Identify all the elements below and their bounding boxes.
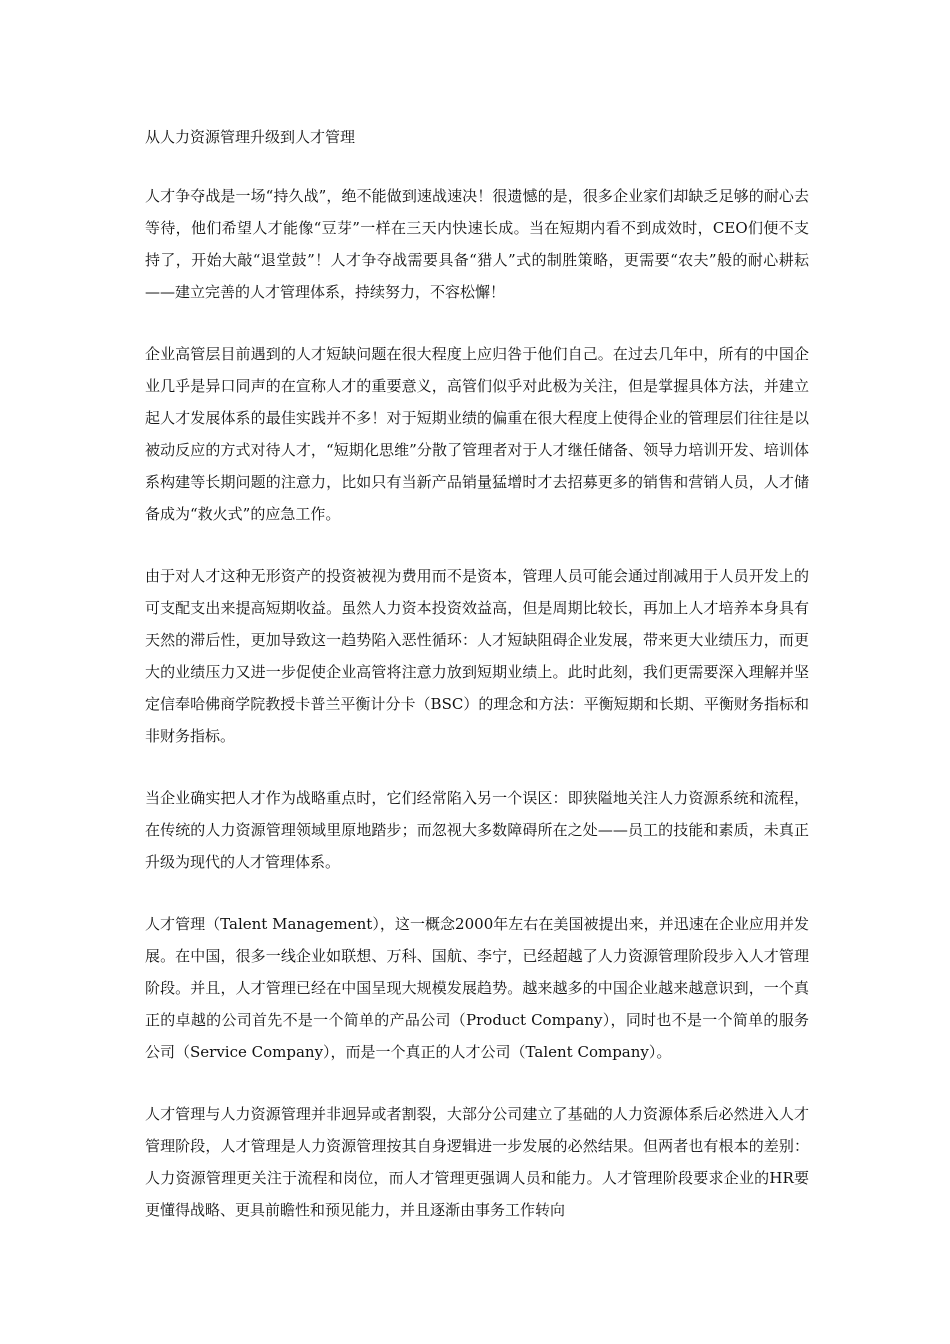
document-body [145,124,809,1256]
paragraph-3: 由于对人才这种无形资产的投资被视为费用而不是资本，管理人员可能会通过削减用于人员开发上的可支配支出来提高短期收益。虽然人力资本投资效益高，但是周期比较长，再加上人才培养本身具有天然的滞后性，更加导致这一趋势陷入恶性循环：人才短缺阻碍企业发展，带来更大业绩压力，而更大的业绩压力又进一步促使企业高管将注意力放到短期业绩上。此时此刻，我们更需要深入理解并坚定信奉哈佛商学院教授卡普兰平衡计分卡（BSC）的理念和方法：平衡短期和长期、平衡财务指标和非财务指标。 [145,567,809,745]
document-title: 从人力资源管理升级到人才管理 [145,128,356,146]
paragraph-6: 人才管理与人力资源管理并非迥异或者割裂，大部分公司建立了基础的人力资源体系后必然进入人才管理阶段，人才管理是人力资源管理按其自身逻辑进一步发展的必然结果。但两者也有根本的差别：人力资源管理更关注于流程和岗位，而人才管理更强调人员和能力。人才管理阶段要求企业的HR要更懂得战略、更具前瞻性和预见能力，并且逐渐由事务工作转向 [145,1105,809,1219]
paragraph-4: 当企业确实把人才作为战略重点时，它们经常陷入另一个误区：即狭隘地关注人力资源系统和流程，在传统的人力资源管理领域里原地踏步；而忽视大多数障碍所在之处——员工的技能和素质，未真正升级为现代的人才管理体系。 [145,789,809,871]
paragraph-2: 企业高管层目前遇到的人才短缺问题在很大程度上应归咎于他们自己。在过去几年中，所有的中国企业几乎是异口同声的在宣称人才的重要意义，高管们似乎对此极为关注，但是掌握具体方法，并建立起人才发展体系的最佳实践并不多！对于短期业绩的偏重在很大程度上使得企业的管理层们往往是以被动反应的方式对待人才，“短期化思维”分散了管理者对于人才继任储备、领导力培训开发、培训体系构建等长期问题的注意力，比如只有当新产品销量猛增时才去招募更多的销售和营销人员，人才储备成为“救火式”的应急工作。 [145,345,809,523]
paragraph-1: 人才争夺战是一场“持久战”，绝不能做到速战速决！很遗憾的是，很多企业家们却缺乏足够的耐心去等待，他们希望人才能像“豆芽”一样在三天内快速长成。当在短期内看不到成效时，CEO们便不支持了，开始大敲“退堂鼓”！人才争夺战需要具备“猎人”式的制胜策略，更需要“农夫”般的耐心耕耘——建立完善的人才管理体系，持续努力，不容松懈！ [145,187,809,301]
paragraph-5: 人才管理（Talent Management），这一概念2000年左右在美国被提出来，并迅速在企业应用并发展。在中国，很多一线企业如联想、万科、国航、李宁，已经超越了人力资源管理阶段步入人才管理阶段。并且，人才管理已经在中国呈现大规模发展趋势。越来越多的中国企业越来越意识到，一个真正的卓越的公司首先不是一个简单的产品公司（Product Company），同时也不是一个简单的服务公司（Service Company），而是一个真正的人才公司（Talent Company）。 [145,915,809,1061]
